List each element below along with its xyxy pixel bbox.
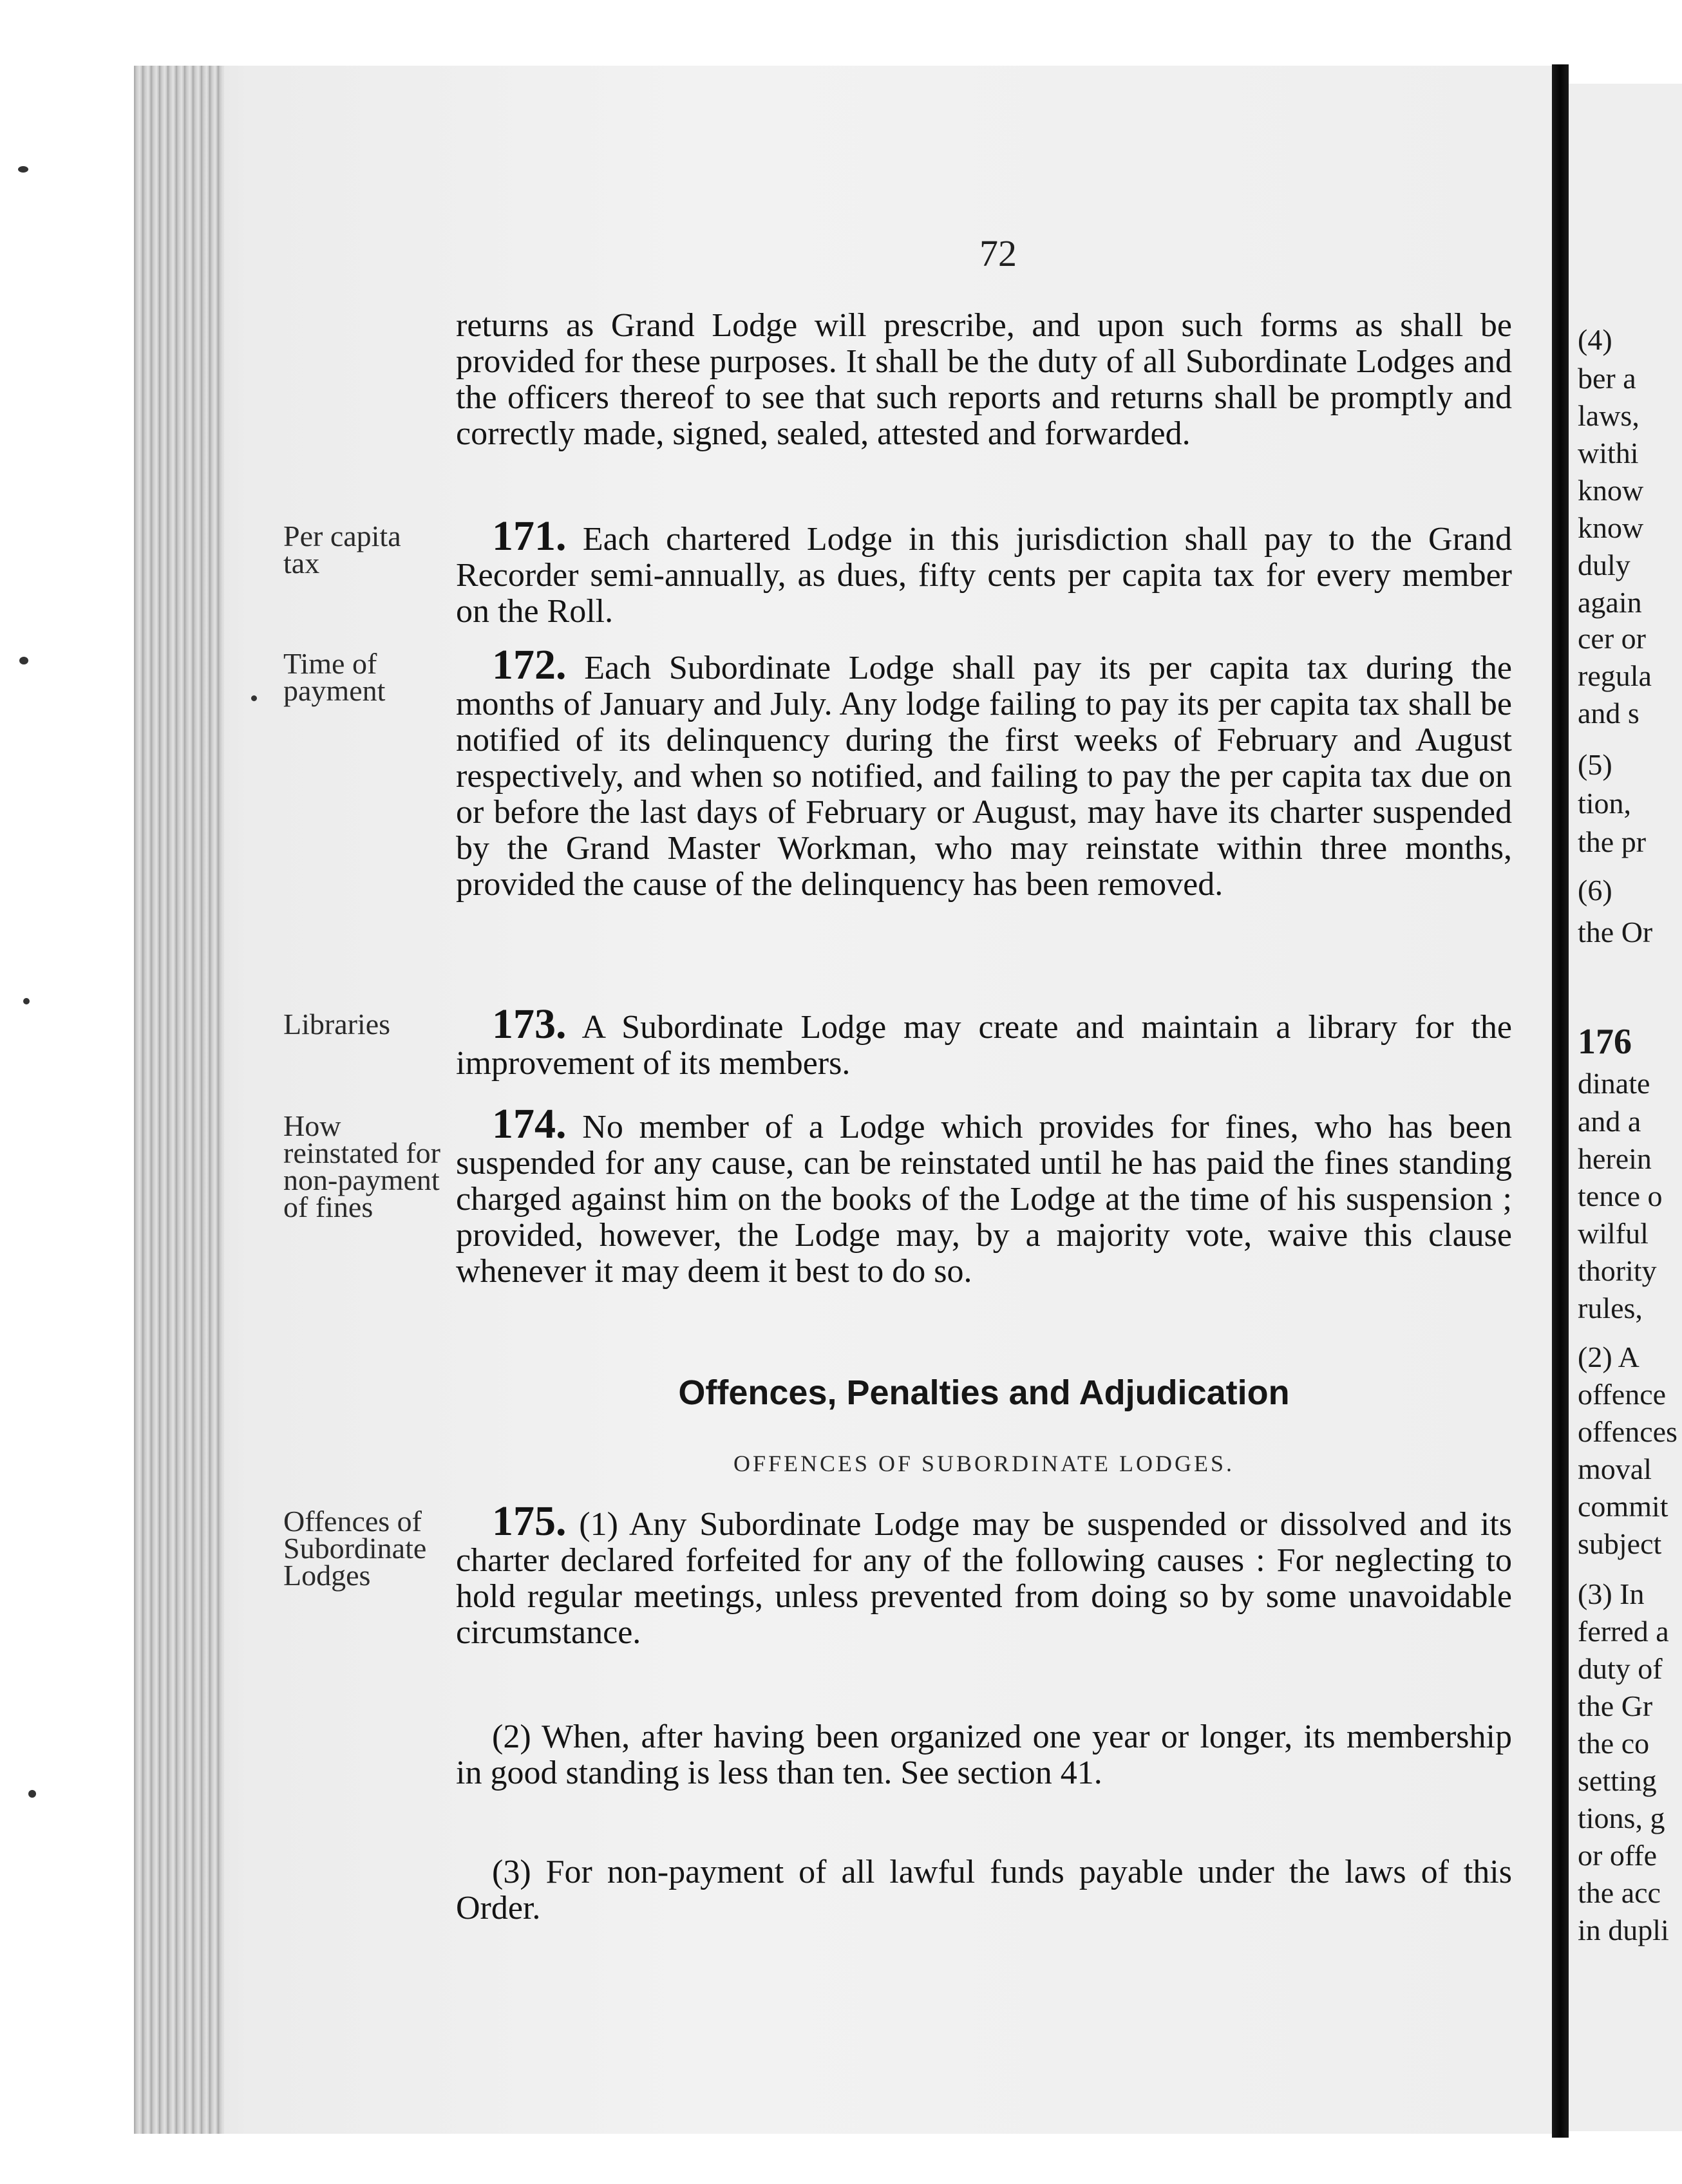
right-fragment: subject [1578, 1527, 1662, 1560]
right-fragment: and s [1578, 697, 1639, 730]
right-fragment: dinate [1578, 1067, 1650, 1100]
section-175-2 [456, 1719, 1512, 1791]
section-text: Each chartered Lodge in this jurisdiction shall pay to the Grand Recorder semi-annually, as dues, fifty cents per capita tax for every member on the Roll. [456, 521, 1512, 630]
right-fragment: know [1578, 474, 1644, 507]
right-fragment: tion, [1578, 787, 1632, 820]
right-fragment: the Or [1578, 916, 1653, 948]
section-text: (3) For non-payment of all lawful funds payable under the laws of this Order. [456, 1854, 1512, 1926]
section-number: 175. [492, 1498, 567, 1545]
section-171 [456, 513, 1512, 630]
right-fragment: duly [1578, 549, 1630, 581]
right-fragment: the co [1578, 1727, 1650, 1760]
right-fragment: the pr [1578, 825, 1647, 858]
page-edges [134, 66, 224, 2134]
margin-note-libraries: Libraries [283, 1008, 391, 1040]
right-fragment: or offe [1578, 1839, 1658, 1872]
right-fragment: tence o [1578, 1180, 1663, 1212]
right-fragment: laws, [1578, 399, 1639, 432]
page-number: 72 [979, 232, 1017, 274]
right-fragment: the Gr [1578, 1690, 1653, 1722]
right-fragment: ferred a [1578, 1615, 1669, 1648]
right-fragment: offence [1578, 1378, 1667, 1411]
right-fragment: the acc [1578, 1876, 1661, 1909]
section-text: No member of a Lodge which provides for fines, who has been suspended for any cause, can be reinstated until he has paid the fines standing charged against him on the books of the Lodge at the time of his suspension ; provided, however, the Lodge may, by a majority vote, waive this clause whenever it may deem it best to do so. [456, 1109, 1512, 1290]
section-number: 173. [492, 1001, 567, 1048]
right-fragment: wilful [1578, 1217, 1649, 1250]
section-text: (1) Any Subordinate Lodge may be suspended or dissolved and its charter declared forfeited for any of the following causes : For neglecting to hold regular meetings, unless prevented from doing so by some unavoidable circumstance. [456, 1506, 1512, 1651]
section-number: 174. [492, 1100, 567, 1147]
section-175 [456, 1498, 1512, 1651]
section-174 [456, 1100, 1512, 1290]
right-fragment: withi [1578, 437, 1639, 469]
section-number: 172. [492, 641, 567, 688]
section-subheading: OFFENCES OF SUBORDINATE LODGES. [733, 1451, 1235, 1476]
right-fragment: and a [1578, 1105, 1641, 1138]
right-fragment: thority [1578, 1254, 1657, 1287]
margin-note-per-capita: Per capita tax [283, 520, 401, 579]
margin-note-time-of-payment: Time of payment [283, 647, 386, 707]
right-fragment: again [1578, 586, 1642, 619]
scan-speck [251, 695, 257, 701]
right-fragment: offences [1578, 1415, 1677, 1448]
section-number: 171. [492, 513, 567, 560]
right-fragment: 176 [1578, 1022, 1632, 1062]
scan-speck [28, 1790, 36, 1798]
right-fragment: tions, g [1578, 1802, 1665, 1834]
right-fragment: (6) [1578, 874, 1612, 907]
section-text: A Subordinate Lodge may create and maintain a library for the improvement of its members. [456, 1009, 1512, 1082]
right-fragment: (2) A [1578, 1341, 1639, 1373]
scan-speck [19, 657, 28, 664]
paragraph-text: returns as Grand Lodge will prescribe, and upon such forms as shall be provided for these purposes. It shall be the duty of all Subordinate Lodges and the officers thereof to see that such reports and returns shall be promptly and correctly made, signed, sealed, attested and forwarded. [456, 307, 1512, 452]
right-fragment: (4) [1578, 323, 1612, 356]
right-fragment: commit [1578, 1490, 1668, 1523]
scan-speck [23, 998, 30, 1004]
right-book-page [1569, 84, 1682, 2131]
right-fragment: (3) In [1578, 1577, 1645, 1610]
right-fragment: regula [1578, 659, 1652, 692]
right-fragment: moval [1578, 1453, 1652, 1485]
right-fragment: duty of [1578, 1652, 1663, 1685]
right-fragment: rules, [1578, 1292, 1643, 1324]
section-text: Each Subordinate Lodge shall pay its per capita tax during the months of January and July. Any lodge failing to pay its per capita tax shall be notified of its delinquency during the first weeks of February and August respectively, and when so notified, and failing to pay the per capita tax due on or before the last days of February or August, may have its charter suspended by the Grand Master Workman, who may reinstate within three months, provided the cause of the delinquency has been removed. [456, 650, 1512, 903]
right-fragment: cer or [1578, 622, 1646, 655]
section-text: (2) When, after having been organized one year or longer, its membership in good standing is less than ten. See section 41. [456, 1718, 1512, 1791]
right-fragment: know [1578, 511, 1644, 544]
section-heading: Offences, Penalties and Adjudication [678, 1373, 1290, 1412]
section-175-3 [456, 1854, 1512, 1926]
margin-note-offences: Offences of Subordinate Lodges [283, 1505, 427, 1592]
margin-note-reinstated: How reinstated for non-payment of fines [283, 1109, 440, 1223]
right-fragment: herein [1578, 1142, 1652, 1175]
section-173 [456, 1001, 1512, 1082]
paragraph-continuation [456, 308, 1512, 452]
section-172 [456, 641, 1512, 903]
right-fragment: in dupli [1578, 1914, 1669, 1946]
scan-speck [18, 166, 28, 173]
right-fragment: setting [1578, 1764, 1657, 1797]
right-fragment: (5) [1578, 748, 1612, 781]
right-fragment: ber a [1578, 362, 1636, 395]
book-gutter [1552, 64, 1569, 2138]
